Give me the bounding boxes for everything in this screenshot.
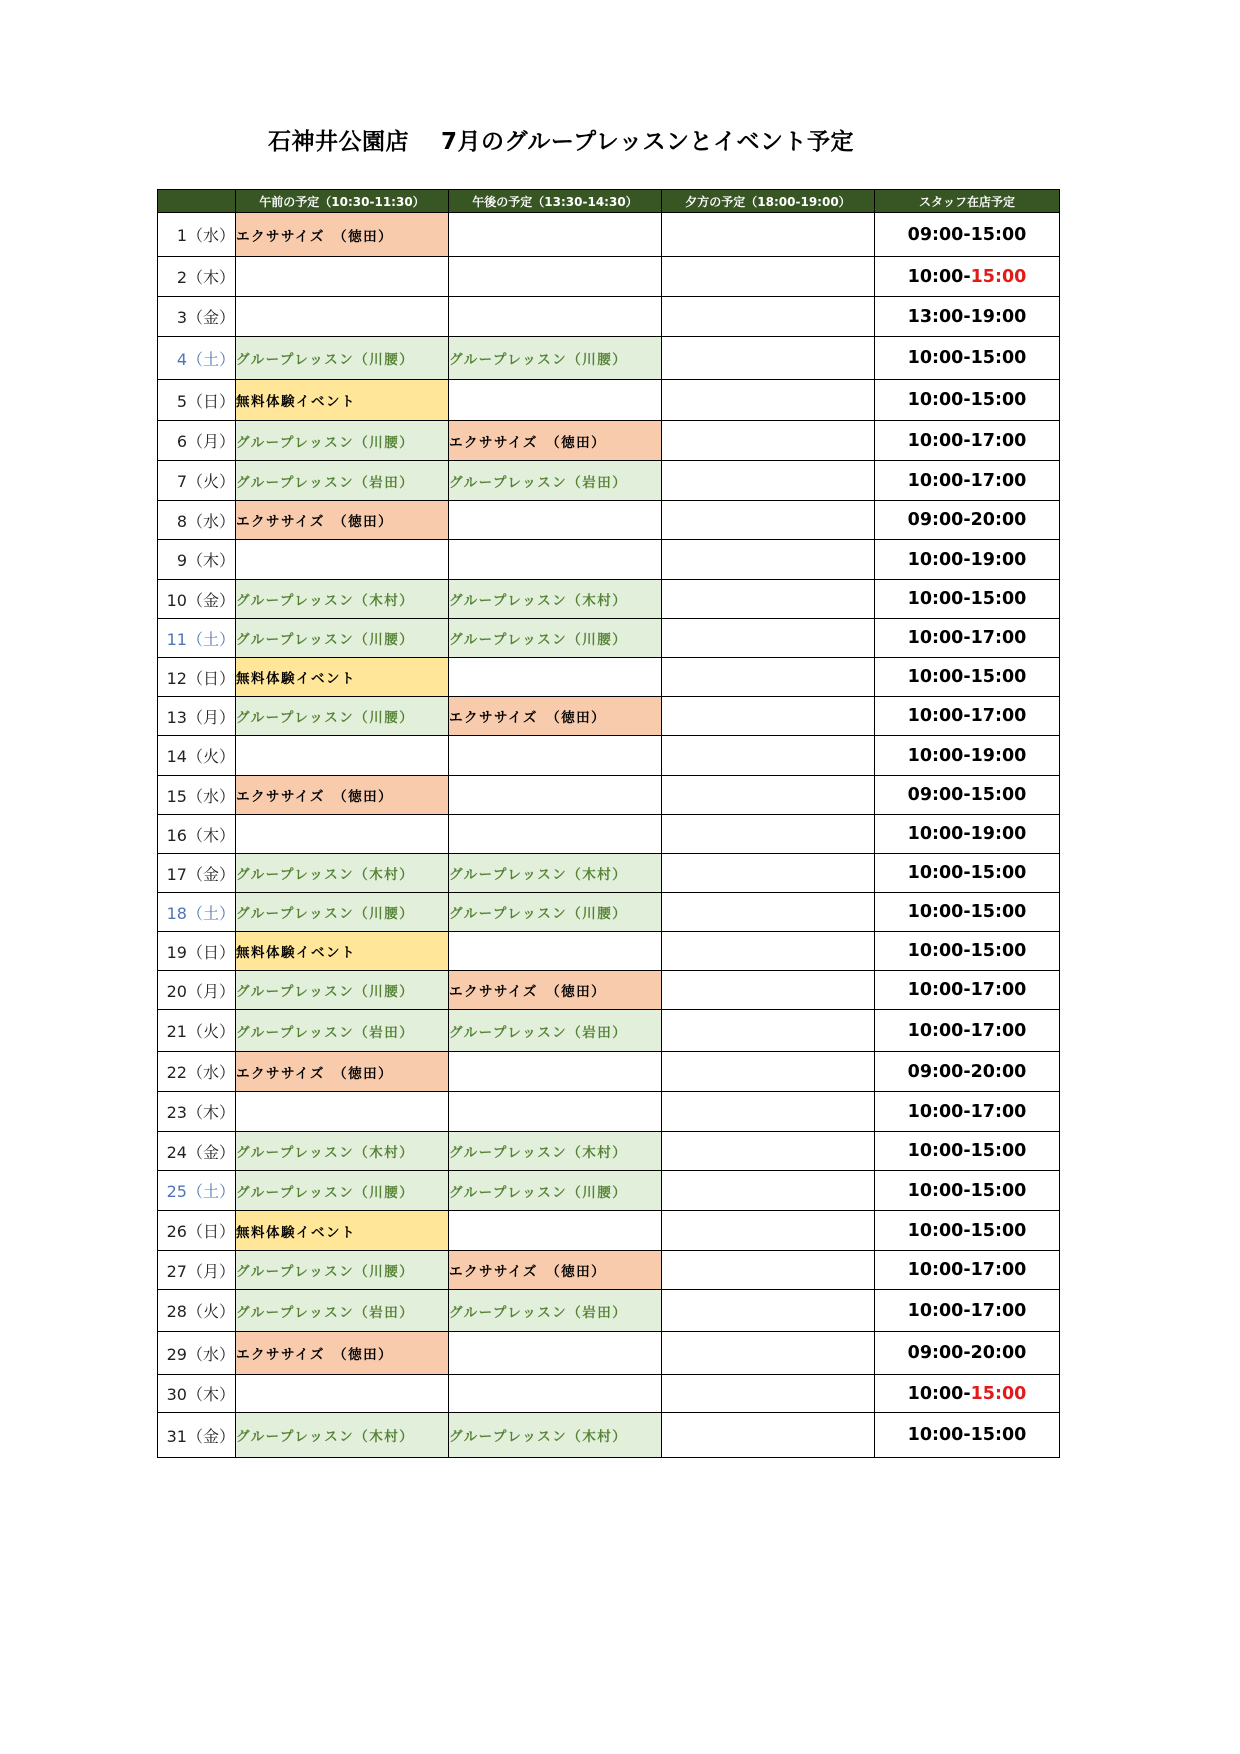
table-row [158,501,1060,540]
table-body [158,213,1060,1458]
morning-cell: グループレッスン（川腰） [236,619,449,658]
staff-end-time: 17:00 [970,1101,1027,1122]
table-row [158,1052,1060,1092]
schedule-table [157,189,1060,1458]
staff-cell [875,540,1060,580]
evening-cell [662,1251,875,1290]
staff-start-time: 09:00- [907,1061,971,1082]
morning-cell: グループレッスン（岩田） [236,461,449,501]
date-cell: 27（月） [158,1251,236,1290]
afternoon-cell: グループレッスン（木村） [449,854,662,893]
morning-cell: グループレッスン（川腰） [236,971,449,1010]
evening-cell [662,257,875,297]
staff-cell [875,1290,1060,1332]
evening-cell [662,1413,875,1458]
date-cell: 4（土） [158,337,236,380]
date-cell: 20（月） [158,971,236,1010]
morning-cell: グループレッスン（川腰） [236,1171,449,1211]
evening-cell [662,1290,875,1332]
staff-start-time: 10:00- [907,980,971,1000]
morning-cell: 無料体験イベント [236,932,449,971]
morning-cell: グループレッスン（川腰） [236,1251,449,1290]
staff-cell [875,854,1060,893]
staff-start-time: 10:00- [907,1101,971,1122]
header-evening: 夕方の予定（18:00-19:00） [662,190,875,213]
table-row [158,971,1060,1010]
afternoon-cell: グループレッスン（川腰） [449,337,662,380]
date-cell: 8（水） [158,501,236,540]
date-cell: 11（土） [158,619,236,658]
table-row [158,1251,1060,1290]
table-row [158,1211,1060,1251]
staff-end-time: 15:00 [970,785,1027,805]
date-cell: 3（金） [158,297,236,337]
table-row [158,1171,1060,1211]
date-cell: 25（土） [158,1171,236,1211]
staff-cell [875,1211,1060,1251]
afternoon-cell: グループレッスン（木村） [449,580,662,619]
staff-end-time: 19:00 [970,549,1027,570]
date-cell: 21（火） [158,1010,236,1052]
table-row [158,1332,1060,1375]
evening-cell [662,1332,875,1375]
evening-cell [662,658,875,697]
date-cell: 5（日） [158,380,236,421]
morning-cell: グループレッスン（川腰） [236,421,449,461]
morning-cell: 無料体験イベント [236,658,449,697]
staff-start-time: 10:00- [907,470,971,491]
staff-cell [875,776,1060,815]
header-afternoon: 午後の予定（13:30-14:30） [449,190,662,213]
date-cell: 13（月） [158,697,236,736]
table-row [158,736,1060,776]
staff-end-time: 19:00 [970,824,1027,844]
staff-end-time: 15:00 [970,390,1027,410]
date-cell: 12（日） [158,658,236,697]
table-row [158,580,1060,619]
afternoon-cell: グループレッスン（岩田） [449,1290,662,1332]
table-row [158,932,1060,971]
staff-start-time: 10:00- [907,628,971,648]
evening-cell [662,461,875,501]
evening-cell [662,697,875,736]
staff-end-time: 15:00 [970,224,1027,245]
evening-cell [662,421,875,461]
staff-end-time: 20:00 [970,1343,1027,1363]
table-row [158,297,1060,337]
staff-end-time: 15:00 [970,1383,1027,1404]
staff-start-time: 09:00- [907,510,971,530]
staff-cell [875,257,1060,297]
staff-end-time: 15:00 [970,1180,1027,1201]
staff-start-time: 10:00- [907,706,971,726]
afternoon-cell [449,540,662,580]
morning-cell [236,815,449,854]
afternoon-cell [449,1375,662,1413]
staff-end-time: 17:00 [970,706,1027,726]
afternoon-cell: グループレッスン（木村） [449,1132,662,1171]
morning-cell [236,1092,449,1132]
afternoon-cell [449,1332,662,1375]
staff-cell [875,697,1060,736]
morning-cell: グループレッスン（木村） [236,1132,449,1171]
date-cell: 17（金） [158,854,236,893]
table-row [158,257,1060,297]
afternoon-cell [449,297,662,337]
morning-cell: グループレッスン（川腰） [236,337,449,380]
staff-start-time: 10:00- [907,430,971,451]
date-cell: 9（木） [158,540,236,580]
staff-start-time: 10:00- [907,1020,971,1041]
staff-cell [875,815,1060,854]
staff-end-time: 15:00 [970,667,1027,687]
staff-end-time: 17:00 [970,1260,1027,1280]
staff-end-time: 15:00 [970,902,1027,922]
date-cell: 6（月） [158,421,236,461]
date-cell: 30（木） [158,1375,236,1413]
staff-end-time: 15:00 [970,266,1027,287]
table-row [158,658,1060,697]
table-row [158,213,1060,257]
staff-cell [875,213,1060,257]
staff-cell [875,421,1060,461]
staff-end-time: 15:00 [970,1425,1027,1445]
staff-cell [875,1132,1060,1171]
afternoon-cell [449,1052,662,1092]
staff-end-time: 15:00 [970,1220,1027,1241]
staff-start-time: 10:00- [907,1180,971,1201]
page-title: 石神井公園店 7月のグループレッスンとイベント予定 [268,129,855,155]
evening-cell [662,1171,875,1211]
afternoon-cell: エクササイズ （徳田） [449,421,662,461]
table-row [158,337,1060,380]
morning-cell [236,297,449,337]
staff-start-time: 10:00- [907,1425,971,1445]
staff-start-time: 10:00- [907,266,971,287]
staff-start-time: 09:00- [907,1343,971,1363]
staff-cell [875,1413,1060,1458]
staff-cell [875,736,1060,776]
morning-cell: グループレッスン（川腰） [236,697,449,736]
evening-cell [662,380,875,421]
staff-end-time: 15:00 [970,348,1027,368]
evening-cell [662,297,875,337]
header-date [158,190,236,213]
staff-end-time: 19:00 [970,745,1027,766]
staff-end-time: 17:00 [970,628,1027,648]
table-row [158,461,1060,501]
staff-end-time: 15:00 [970,941,1027,961]
staff-cell [875,1052,1060,1092]
table-row [158,893,1060,932]
staff-cell [875,297,1060,337]
afternoon-cell: グループレッスン（木村） [449,1413,662,1458]
staff-end-time: 17:00 [970,1300,1027,1321]
afternoon-cell: グループレッスン（川腰） [449,893,662,932]
staff-end-time: 17:00 [970,470,1027,491]
evening-cell [662,540,875,580]
table-row [158,776,1060,815]
morning-cell [236,257,449,297]
morning-cell [236,1375,449,1413]
staff-end-time: 19:00 [970,306,1027,327]
afternoon-cell: グループレッスン（岩田） [449,461,662,501]
morning-cell: 無料体験イベント [236,1211,449,1251]
staff-start-time: 13:00- [907,306,971,327]
morning-cell: エクササイズ （徳田） [236,501,449,540]
staff-end-time: 20:00 [970,1061,1027,1082]
date-cell: 10（金） [158,580,236,619]
evening-cell [662,1375,875,1413]
morning-cell: グループレッスン（木村） [236,854,449,893]
staff-end-time: 17:00 [970,1020,1027,1041]
date-cell: 26（日） [158,1211,236,1251]
afternoon-cell: グループレッスン（川腰） [449,1171,662,1211]
staff-end-time: 15:00 [970,863,1027,883]
morning-cell: エクササイズ （徳田） [236,213,449,257]
evening-cell [662,736,875,776]
staff-end-time: 15:00 [970,589,1027,609]
staff-end-time: 15:00 [970,1141,1027,1161]
staff-cell [875,619,1060,658]
staff-end-time: 20:00 [970,510,1027,530]
table-row [158,1375,1060,1413]
afternoon-cell: エクササイズ （徳田） [449,697,662,736]
table-row [158,854,1060,893]
morning-cell: グループレッスン（川腰） [236,893,449,932]
date-cell: 16（木） [158,815,236,854]
header-row [158,190,1060,213]
afternoon-cell: グループレッスン（川腰） [449,619,662,658]
afternoon-cell [449,257,662,297]
staff-cell [875,501,1060,540]
date-cell: 24（金） [158,1132,236,1171]
evening-cell [662,213,875,257]
staff-start-time: 10:00- [907,941,971,961]
evening-cell [662,580,875,619]
morning-cell: エクササイズ （徳田） [236,1332,449,1375]
morning-cell: 無料体験イベント [236,380,449,421]
staff-start-time: 10:00- [907,745,971,766]
staff-start-time: 10:00- [907,902,971,922]
evening-cell [662,1052,875,1092]
staff-cell [875,1251,1060,1290]
date-cell: 15（水） [158,776,236,815]
table-row [158,1290,1060,1332]
evening-cell [662,1092,875,1132]
evening-cell [662,893,875,932]
afternoon-cell [449,932,662,971]
afternoon-cell: エクササイズ （徳田） [449,971,662,1010]
morning-cell: エクササイズ （徳田） [236,1052,449,1092]
staff-cell [875,1375,1060,1413]
evening-cell [662,971,875,1010]
staff-cell [875,893,1060,932]
staff-cell [875,1332,1060,1375]
date-cell: 28（火） [158,1290,236,1332]
evening-cell [662,1010,875,1052]
date-cell: 22（水） [158,1052,236,1092]
afternoon-cell: エクササイズ （徳田） [449,1251,662,1290]
staff-start-time: 09:00- [907,785,971,805]
evening-cell [662,776,875,815]
evening-cell [662,337,875,380]
date-cell: 7（火） [158,461,236,501]
evening-cell [662,854,875,893]
evening-cell [662,815,875,854]
table-row [158,815,1060,854]
staff-start-time: 10:00- [907,1260,971,1280]
evening-cell [662,1132,875,1171]
morning-cell [236,736,449,776]
date-cell: 29（水） [158,1332,236,1375]
afternoon-cell [449,1211,662,1251]
afternoon-cell [449,736,662,776]
table-row [158,421,1060,461]
staff-cell [875,337,1060,380]
evening-cell [662,932,875,971]
afternoon-cell [449,776,662,815]
table-row [158,619,1060,658]
staff-start-time: 10:00- [907,348,971,368]
staff-end-time: 17:00 [970,430,1027,451]
afternoon-cell [449,815,662,854]
morning-cell: グループレッスン（岩田） [236,1290,449,1332]
staff-start-time: 10:00- [907,667,971,687]
afternoon-cell [449,380,662,421]
afternoon-cell [449,501,662,540]
morning-cell [236,540,449,580]
afternoon-cell [449,213,662,257]
staff-cell [875,932,1060,971]
morning-cell: グループレッスン（木村） [236,1413,449,1458]
staff-start-time: 10:00- [907,1300,971,1321]
header-staff: スタッフ在店予定 [875,190,1060,213]
table-header [158,190,1060,213]
staff-cell [875,1010,1060,1052]
staff-cell [875,971,1060,1010]
table-row [158,380,1060,421]
date-cell: 14（火） [158,736,236,776]
header-morning: 午前の予定（10:30-11:30） [236,190,449,213]
staff-start-time: 10:00- [907,390,971,410]
staff-start-time: 10:00- [907,863,971,883]
table-row [158,1132,1060,1171]
afternoon-cell [449,1092,662,1132]
table-row [158,1413,1060,1458]
evening-cell [662,619,875,658]
evening-cell [662,501,875,540]
staff-start-time: 10:00- [907,589,971,609]
staff-cell [875,461,1060,501]
date-cell: 18（土） [158,893,236,932]
staff-start-time: 10:00- [907,1383,971,1404]
date-cell: 1（水） [158,213,236,257]
staff-cell [875,380,1060,421]
staff-cell [875,658,1060,697]
staff-start-time: 10:00- [907,1220,971,1241]
staff-start-time: 10:00- [907,824,971,844]
date-cell: 19（日） [158,932,236,971]
staff-end-time: 17:00 [970,980,1027,1000]
afternoon-cell: グループレッスン（岩田） [449,1010,662,1052]
evening-cell [662,1211,875,1251]
date-cell: 23（木） [158,1092,236,1132]
afternoon-cell [449,658,662,697]
morning-cell: グループレッスン（岩田） [236,1010,449,1052]
table-row [158,1010,1060,1052]
staff-start-time: 10:00- [907,1141,971,1161]
staff-start-time: 09:00- [907,224,971,245]
staff-cell [875,1171,1060,1211]
table-row [158,697,1060,736]
staff-cell [875,580,1060,619]
staff-start-time: 10:00- [907,549,971,570]
staff-cell [875,1092,1060,1132]
date-cell: 2（木） [158,257,236,297]
date-cell: 31（金） [158,1413,236,1458]
table-row [158,1092,1060,1132]
table-row [158,540,1060,580]
morning-cell: グループレッスン（木村） [236,580,449,619]
morning-cell: エクササイズ （徳田） [236,776,449,815]
